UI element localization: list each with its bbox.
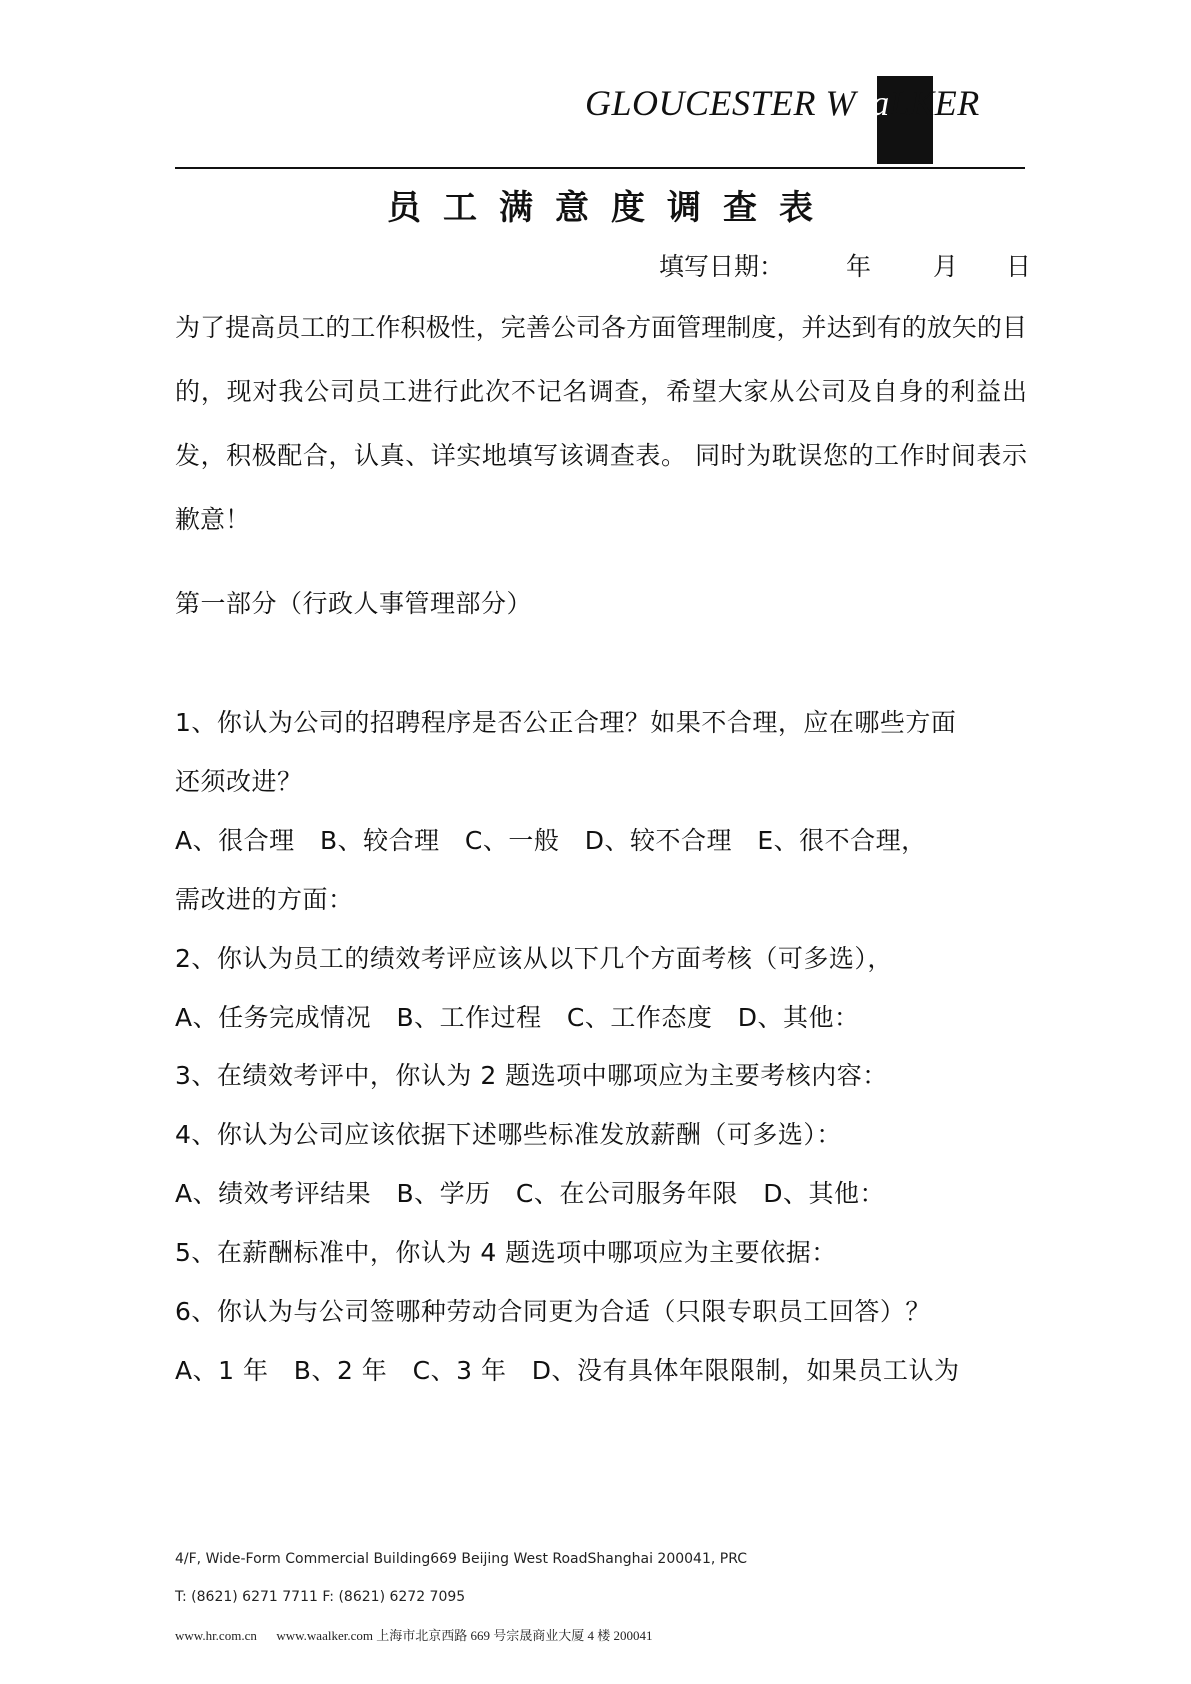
question-4-options: A、绩效考评结果 B、学历 C、在公司服务年限 D、其他： (175, 1179, 885, 1208)
date-day: 日 (1005, 252, 1031, 281)
fill-date-line (659, 247, 1031, 283)
section-title: 第一部分（行政人事管理部分） (175, 589, 533, 618)
page-footer (175, 1531, 747, 1664)
footer-web: www.hr.com.cn www.waalker.com 上海市北京西路 669 号宗晟商业大厦 4 楼 200041 (175, 1628, 653, 1643)
intro-paragraph: 为了提高员工的工作积极性，完善公司各方面管理制度，并达到有的放矢的目的，现对我公司员工进行此次不记名调查，希望大家从公司及自身的利益出发，积极配合，认真、详实地填写该调查表。 同时为耽误您的工作时间表示歉意！ (175, 313, 1027, 534)
question-6-text: 6、你认为与公司签哪种劳动合同更为合适（只限专职员工回答）？ (175, 1297, 931, 1326)
question-6-options: A、1 年 B、2 年 C、3 年 D、没有具体年限限制，如果员工认为 (175, 1356, 960, 1385)
date-year: 年 (845, 252, 871, 281)
footer-address: 4/F, Wide-Form Commercial Building669 Beijing West RoadShanghai 200041, PRC (175, 1551, 747, 1567)
question-1-line-1: 1、你认为公司的招聘程序是否公正合理？如果不合理，应在哪些方面 (175, 708, 957, 737)
question-3-text: 3、在绩效考评中，你认为 2 题选项中哪项应为主要考核内容： (175, 1061, 888, 1090)
question-2-options: A、任务完成情况 B、工作过程 C、工作态度 D、其他： (175, 1003, 860, 1032)
logo-text-inverted: aa (852, 83, 890, 123)
question-4-text: 4、你认为公司应该依据下述哪些标准发放薪酬（可多选）： (175, 1120, 842, 1149)
header-divider (175, 167, 1025, 169)
page-title: 员工满意度调查表 (387, 188, 835, 228)
date-label: 填写日期： (658, 252, 784, 281)
date-month: 月 (932, 252, 958, 281)
company-logo (585, 76, 1025, 164)
question-1-options: A、很合理 B、较合理 C、一般 D、较不合理 E、很不合理， (175, 826, 927, 855)
logo-text-part3: LKER (889, 83, 980, 123)
question-2-text: 2、你认为员工的绩效考评应该从以下几个方面考核（可多选）， (175, 944, 893, 973)
question-1-followup: 需改进的方面： (175, 885, 354, 914)
question-1-line-2: 还须改进？ (175, 767, 303, 796)
logo-text-part1: GLOUCESTER W (585, 83, 853, 123)
footer-phone: T: (8621) 6271 7711 F: (8621) 6272 7095 (175, 1589, 466, 1605)
question-5-text: 5、在薪酬标准中，你认为 4 题选项中哪项应为主要依据： (175, 1238, 837, 1267)
logo-text (585, 82, 980, 124)
